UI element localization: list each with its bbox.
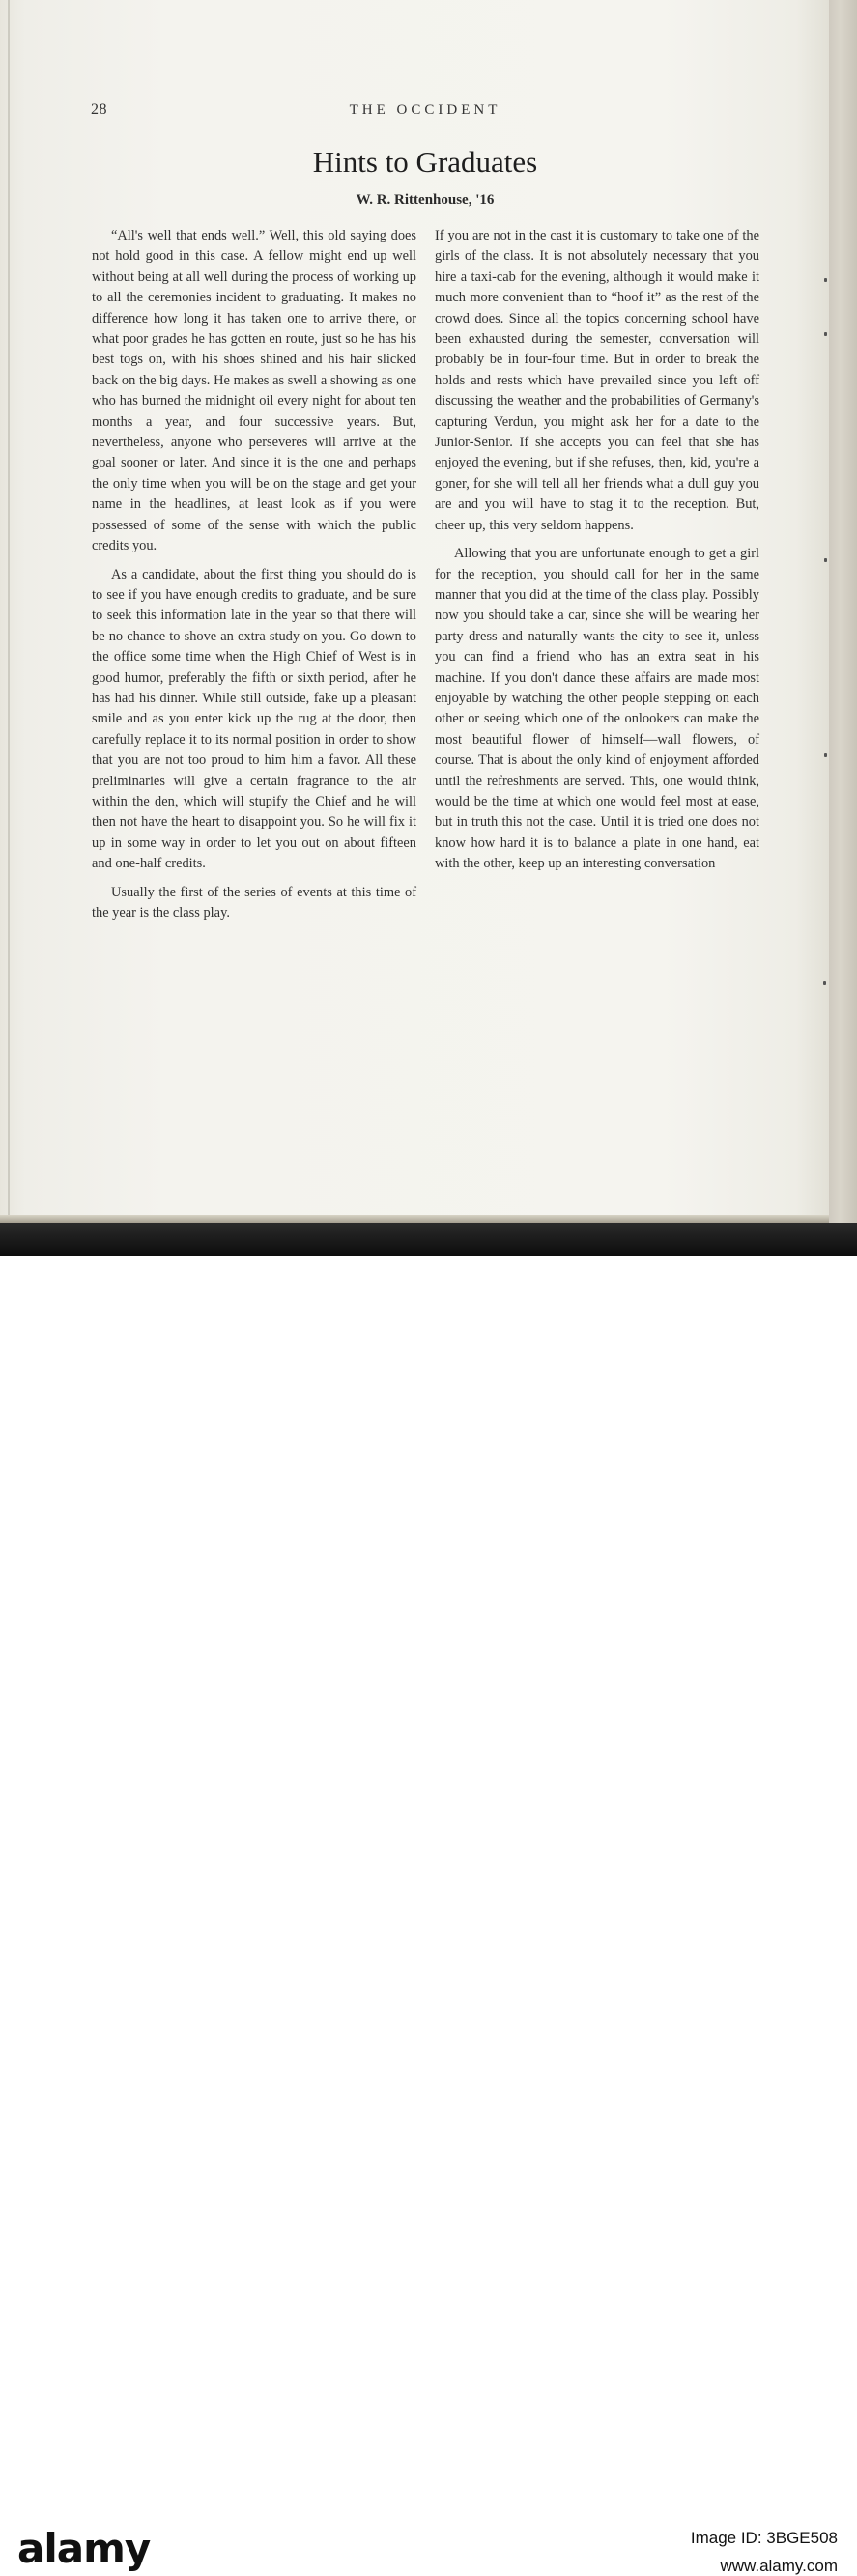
alamy-logo: alamy: [17, 2525, 151, 2572]
article-byline: W. R. Rittenhouse, '16: [356, 192, 495, 208]
underlying-page: [829, 0, 857, 1231]
margin-speck: [824, 278, 827, 282]
scanned-page-photo: [0, 0, 857, 1256]
left-column: [92, 226, 416, 931]
article-title: Hints to Graduates: [312, 145, 538, 179]
margin-speck: [824, 558, 827, 562]
page-bottom-edge: [0, 1215, 829, 1223]
margin-speck: [824, 332, 827, 336]
image-id: Image ID: 3BGE508: [690, 2529, 838, 2547]
margin-speck: [823, 981, 826, 985]
running-head: THE OCCIDENT: [349, 102, 501, 118]
margin-speck: [824, 753, 827, 757]
page-number: 28: [91, 101, 107, 118]
paragraph: “All's well that ends well.” Well, this old saying does not hold good in this case. A fellow might end up well without being at all well during the process of working up to all the ceremonies incident to graduating. It makes no difference how long it has taken one to arrive there, or what poor grades he has gotten en route, just so he has his best togs on, with his shoes shined and his hair slicked back on the big days. He makes as swell a showing as one who has burned the midnight oil every night for about ten months a year, and four successive years. But, nevertheless, anyone who perseveres will arrive at the goal sooner or later. And since it is the one and perhaps the only time when you will be on the stage and get your name in the headlines, at least look as if you were possessed of some of the sense with which the public credits you.: [92, 228, 416, 554]
paragraph: Allowing that you are unfortunate enough to get a girl for the reception, you should call for her in the same manner that you did at the time of the class play. Possibly now you should take a car, since she will be wearing her party dress and naturally wants the city to see it, unless you can find a friend who has an extra seat in his machine. If you don't dance these affairs are made most enjoyable by watching the other people stepping on each other or seeing which one of the onlookers can make the most beautiful flower of himself—wall flowers, of course. That is about the only kind of enjoyment afforded until the refreshments are served. This, one would think, would be the time at which one would feel most at ease, but in truth this not the case. Until it is tried one does not know how hard it is to balance a plate in one hand, eat with the other, keep up an interesting conversation: [435, 546, 759, 872]
paragraph: Usually the first of the series of events at this time of the year is the class play.: [92, 884, 416, 920]
page-shadow: [0, 1223, 857, 1256]
binding-line: [8, 0, 10, 1219]
paragraph: As a candidate, about the first thing you should do is to see if you have enough credits to graduate, and be sure to seek this information late in the year so that there will be no chance to shove an extra study on you. Go down to the office some time when the High Chief of West is in good humor, preferably the fifth or sixth period, after he has had his dinner. While still outside, fake up a pleasant smile and as you enter kick up the rug at the door, then carefully replace it to its normal position in order to show that you are not too proud to him him a favor. All these preliminaries will give a certain fragrance to the air within the den, which will stupify the Chief and he will then not have the heart to disappoint you. So he will fix it up in some way in order to let you out on about fifteen and one-half credits.: [92, 566, 416, 872]
watermark-bar: [0, 1256, 857, 2575]
site-url: www.alamy.com: [720, 2557, 838, 2575]
paragraph: If you are not in the cast it is customary to take one of the girls of the class. It is not absolutely necessary that you hire a taxi-cab for the evening, although it would make it much more convenient than to “hoof it” as the rest of the crowd does. Since all the topics concerning school have been exhausted during the semester, conversation will probably be in four-four time. But in order to break the holds and rests which have prevailed since you left off discussing the weather and the probabilities of Germany's capturing Verdun, you might ask her for a date to the Junior-Senior. If she accepts you can feel that she has enjoyed the evening, but if she refuses, then, kid, you're a goner, for she will tell all her friends what a dull guy you are and you will have to stag it to the reception. But, cheer up, this very seldom happens.: [435, 228, 759, 533]
right-column: [435, 226, 759, 883]
book-page: [0, 0, 829, 1219]
